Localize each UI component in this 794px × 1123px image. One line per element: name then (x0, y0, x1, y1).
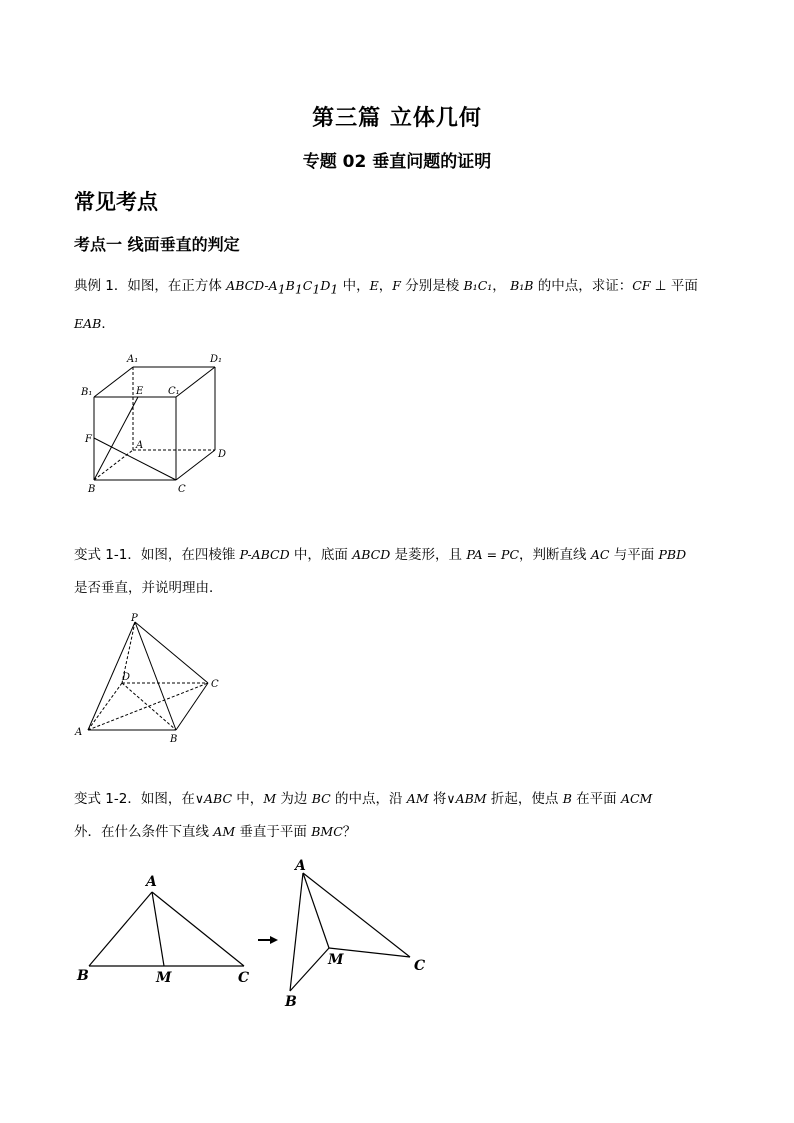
label-left-c: C (238, 970, 250, 986)
label-a: A (75, 727, 83, 738)
label-b1: B₁ (81, 387, 93, 398)
label-left-a: A (146, 874, 157, 890)
label-right-b: B (285, 994, 297, 1010)
label-p: P (131, 613, 138, 624)
page-subtitle: 专题 02 垂直问题的证明 (302, 152, 492, 172)
label-right-m: M (328, 952, 344, 968)
example-3-line-1: 变式 1-2．如图，在∨ABC 中，M 为边 BC 的中点，沿 AM 将∨ABM 折起，使点 B 在平面 ACM (74, 791, 653, 807)
label-left-b: B (77, 968, 89, 984)
label-b: B (88, 484, 96, 495)
label-e: E (136, 386, 144, 397)
label-a: A (136, 440, 144, 451)
example-2-line-2: 是否垂直，并说明理由． (74, 580, 223, 596)
label-c: C (178, 484, 186, 495)
example-1-line-1: 典例 1．如图，在正方体 ABCD-$A_1B_1C_1D_1$ 中，E，F 分别是棱 B₁C₁， B₁B 的中点，求证：CF ⊥ 平面 (74, 278, 698, 297)
label-d1: D₁ (210, 354, 223, 365)
label-right-a: A (295, 858, 306, 874)
page-title: 第三篇 立体几何 (312, 106, 482, 131)
label-d: D (218, 449, 227, 460)
subsection-heading: 考点一 线面垂直的判定 (74, 235, 240, 254)
label-c: C (211, 679, 219, 690)
label-right-c: C (414, 958, 426, 974)
fold-figure (72, 856, 442, 1016)
label-d: D (122, 672, 131, 683)
label-f: F (85, 434, 92, 445)
example-3-line-2: 外．在什么条件下直线 AM 垂直于平面 BMC？ (74, 824, 357, 840)
label-c1: C₁ (168, 386, 180, 397)
pyramid-figure (70, 610, 240, 750)
example-2-line-1: 变式 1-1．如图，在四棱锥 P-ABCD 中，底面 ABCD 是菱形，且 PA = PC，判断直线 AC 与平面 PBD (74, 547, 687, 563)
label-left-m: M (156, 970, 172, 986)
label-a1: A₁ (127, 354, 139, 365)
cube-figure (78, 350, 238, 498)
label-b: B (170, 734, 178, 745)
arrow-icon (258, 936, 278, 944)
section-heading: 常见考点 (74, 190, 158, 214)
example-1-line-2: EAB． (74, 316, 115, 332)
